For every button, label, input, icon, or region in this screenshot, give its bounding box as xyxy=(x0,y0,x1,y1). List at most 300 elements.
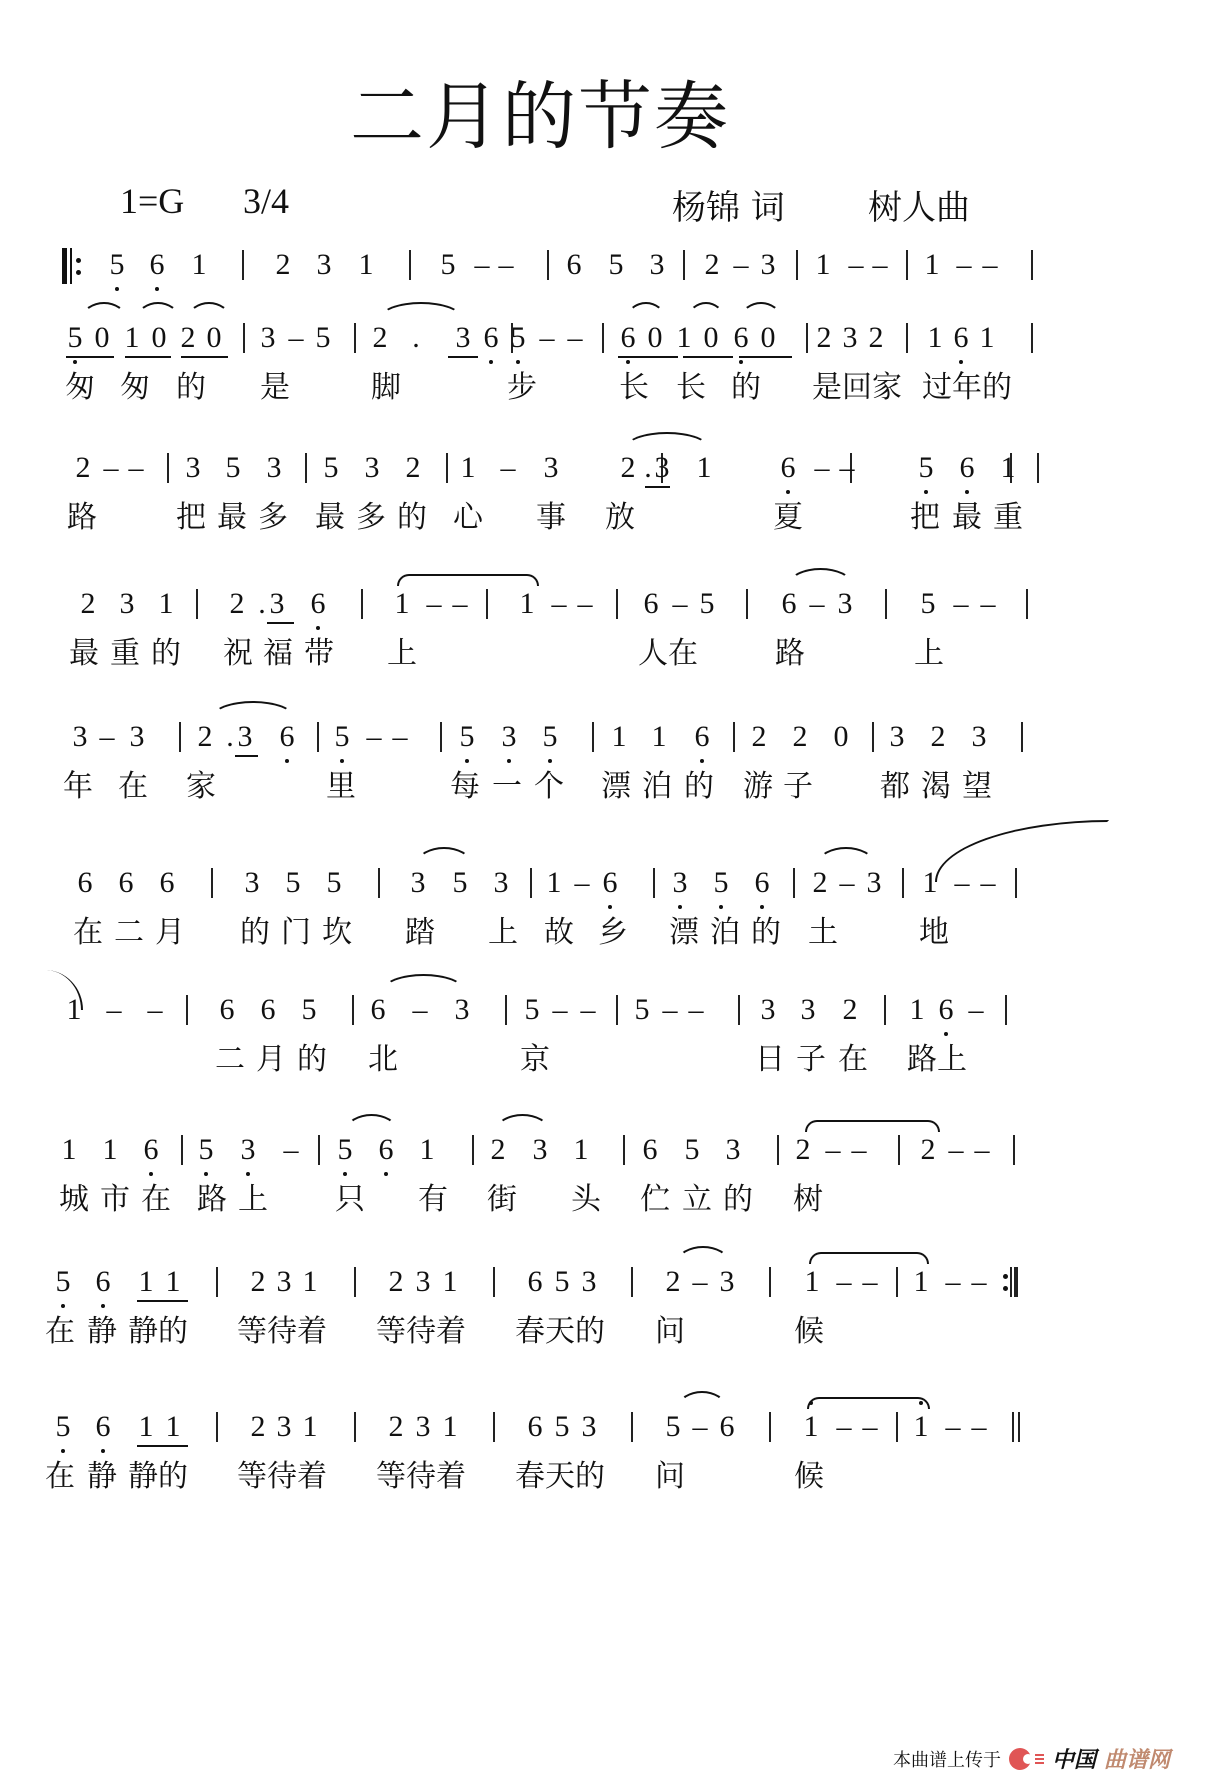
barline xyxy=(769,1412,771,1442)
dash-sustain: – xyxy=(971,1410,987,1443)
lower-octave-dot xyxy=(384,1172,388,1176)
lyric-text: 在 xyxy=(45,1314,75,1349)
note: 2 xyxy=(620,451,636,484)
note: 3 xyxy=(654,451,670,484)
note: 1 xyxy=(165,1265,181,1298)
barline xyxy=(884,995,886,1025)
dash-sustain: – xyxy=(974,1133,990,1166)
note: 3 xyxy=(760,993,776,1026)
lyric-text: 的 xyxy=(751,915,781,950)
lyric-text: 路 xyxy=(775,636,805,671)
note: 5 xyxy=(452,866,468,899)
dash-sustain: – xyxy=(809,587,825,620)
note: 1 xyxy=(358,248,374,281)
note: 3 xyxy=(269,587,285,620)
note: 3 xyxy=(837,587,853,620)
barline xyxy=(196,589,198,619)
dash-sustain: – xyxy=(982,248,998,281)
note: 5 xyxy=(285,866,301,899)
note: 6 xyxy=(527,1265,543,1298)
lyric-text: 的 xyxy=(176,370,206,405)
lower-octave-dot xyxy=(548,759,552,763)
barline xyxy=(733,722,735,752)
lyric-text: 立 xyxy=(682,1182,712,1217)
lyric-text: 静的 xyxy=(128,1459,188,1494)
lower-octave-dot xyxy=(959,360,963,364)
note: 3 xyxy=(364,451,380,484)
lower-octave-dot xyxy=(101,1449,105,1453)
slur-arc xyxy=(380,302,462,318)
barline xyxy=(446,453,448,483)
note: 5 xyxy=(510,321,526,354)
note: 5 xyxy=(918,451,934,484)
note: 6 xyxy=(602,866,618,899)
lower-octave-dot xyxy=(626,360,630,364)
lyric-text: 一 xyxy=(492,769,522,804)
lyric-text: 上 xyxy=(238,1182,268,1217)
note: 3 xyxy=(581,1410,597,1443)
dash-sustain: – xyxy=(945,1265,961,1298)
lyric-text: 春天的 xyxy=(515,1314,605,1349)
note: 6 xyxy=(938,993,954,1026)
barline xyxy=(616,995,618,1025)
lyric-text: 都 xyxy=(880,769,910,804)
lyric-text: 把 xyxy=(176,500,206,535)
barline xyxy=(317,722,319,752)
dash-sustain: – xyxy=(956,248,972,281)
note: 1 xyxy=(546,866,562,899)
note: 1 xyxy=(61,1133,77,1166)
note: 5 xyxy=(315,321,331,354)
barline xyxy=(179,722,181,752)
eighth-underline xyxy=(683,356,733,358)
note: 3 xyxy=(415,1410,431,1443)
note: 5 xyxy=(684,1133,700,1166)
note: 6 xyxy=(566,248,582,281)
note: 1 xyxy=(611,720,627,753)
dash-sustain: – xyxy=(862,1410,878,1443)
barline xyxy=(1031,323,1033,353)
eighth-underline xyxy=(739,356,792,358)
dash-sustain: – xyxy=(426,587,442,620)
composer-credit: 树人曲 xyxy=(868,188,970,228)
lower-octave-dot xyxy=(61,1449,65,1453)
eighth-underline xyxy=(137,1445,188,1447)
lyric-text: 的 xyxy=(297,1042,327,1077)
note: 2 xyxy=(704,248,720,281)
lyric-text: 带 xyxy=(304,636,334,671)
note: 1 xyxy=(158,587,174,620)
barline xyxy=(683,250,685,280)
lower-octave-dot xyxy=(719,905,723,909)
barline xyxy=(1021,722,1023,752)
lower-octave-dot xyxy=(786,490,790,494)
eighth-underline xyxy=(137,1300,188,1302)
note: 1 xyxy=(651,720,667,753)
dash-sustain: – xyxy=(147,993,163,1026)
note: 1 xyxy=(138,1410,154,1443)
note: 2 xyxy=(388,1410,404,1443)
note: 5 xyxy=(920,587,936,620)
dash-sustain: – xyxy=(567,321,583,354)
lyric-text: 祝 xyxy=(223,636,253,671)
dash-sustain: – xyxy=(366,720,382,753)
note: 6 xyxy=(959,451,975,484)
note: 3 xyxy=(800,993,816,1026)
dash-sustain: – xyxy=(814,451,830,484)
lyric-text: 月 xyxy=(256,1042,286,1077)
lyric-text: 漂 xyxy=(669,915,699,950)
barline xyxy=(1037,453,1039,483)
slur-arc xyxy=(627,302,665,318)
lyric-text: 泊 xyxy=(710,915,740,950)
note: 2 xyxy=(229,587,245,620)
note: 2 xyxy=(868,321,884,354)
long-slur-start xyxy=(935,820,1109,882)
lyric-text: 在 xyxy=(73,915,103,950)
barline xyxy=(631,1412,633,1442)
lyric-text: 春天的 xyxy=(515,1459,605,1494)
lyric-text: 多 xyxy=(356,500,386,535)
dash-sustain: – xyxy=(574,866,590,899)
note: 3 xyxy=(129,720,145,753)
lyric-text: 日 xyxy=(755,1042,785,1077)
lyric-text: 匆 xyxy=(120,370,150,405)
barline xyxy=(216,1412,218,1442)
barline xyxy=(181,1135,183,1165)
note: 2 xyxy=(812,866,828,899)
note: 1 xyxy=(922,866,938,899)
note: 6 xyxy=(95,1410,111,1443)
dash-sustain: – xyxy=(577,587,593,620)
lyric-text: 月 xyxy=(155,915,185,950)
lyric-text: 踏 xyxy=(405,915,435,950)
lyric-text: 京 xyxy=(520,1042,550,1077)
lyric-text: 最 xyxy=(217,500,247,535)
barline xyxy=(898,1135,900,1165)
lyric-text: 候 xyxy=(794,1459,824,1494)
note: 2 xyxy=(250,1410,266,1443)
lyric-text: 子 xyxy=(783,769,813,804)
note: 1 xyxy=(442,1265,458,1298)
barline xyxy=(906,250,908,280)
note: 5 xyxy=(55,1410,71,1443)
lyric-text: 长 xyxy=(619,370,649,405)
dot-rhythm: . xyxy=(258,587,266,620)
note: 0 xyxy=(206,321,222,354)
note: 6 xyxy=(370,993,386,1026)
barline xyxy=(738,995,740,1025)
barline xyxy=(885,589,887,619)
note: 6 xyxy=(260,993,276,1026)
note: 2 xyxy=(792,720,808,753)
slur-arc xyxy=(789,568,852,584)
dash-sustain: – xyxy=(945,1410,961,1443)
note: 1 xyxy=(803,1410,819,1443)
lyric-text: 故 xyxy=(544,915,574,950)
barline xyxy=(793,868,795,898)
note: 1 xyxy=(979,321,995,354)
note: 6 xyxy=(527,1410,543,1443)
dash-sustain: – xyxy=(733,248,749,281)
lower-octave-dot xyxy=(965,490,969,494)
dash-sustain: – xyxy=(474,248,490,281)
lower-octave-dot xyxy=(608,905,612,909)
lyric-text: 望 xyxy=(962,769,992,804)
note: 3 xyxy=(532,1133,548,1166)
lower-octave-dot xyxy=(285,759,289,763)
note: 2 xyxy=(816,321,832,354)
note: 5 xyxy=(323,451,339,484)
barline xyxy=(409,250,411,280)
long-slur-end xyxy=(45,970,83,1010)
lyric-text: 泊 xyxy=(642,769,672,804)
lyric-text: 匆 xyxy=(65,370,95,405)
note: 1 xyxy=(815,248,831,281)
slur-arc xyxy=(741,302,781,318)
slur-arc xyxy=(625,432,709,448)
footer-watermark xyxy=(893,1743,1170,1774)
dash-sustain: – xyxy=(848,248,864,281)
note: 5 xyxy=(440,248,456,281)
lyric-text: 问 xyxy=(655,1459,685,1494)
barline xyxy=(354,1267,356,1297)
note: 5 xyxy=(554,1265,570,1298)
barline xyxy=(796,250,798,280)
lower-octave-dot xyxy=(489,360,493,364)
lower-octave-dot xyxy=(340,759,344,763)
note: 1 xyxy=(913,1410,929,1443)
lyric-text: 最 xyxy=(69,636,99,671)
lyric-text: 最 xyxy=(315,500,345,535)
lyric-text: 事 xyxy=(536,500,566,535)
eighth-underline xyxy=(66,356,114,358)
lyric-text: 多 xyxy=(258,500,288,535)
note: 3 xyxy=(276,1265,292,1298)
eighth-underline xyxy=(448,356,478,358)
barline xyxy=(493,1267,495,1297)
note: 1 xyxy=(804,1265,820,1298)
dash-sustain: – xyxy=(103,451,119,484)
lyric-text: 二 xyxy=(215,1042,245,1077)
dash-sustain: – xyxy=(288,321,304,354)
note: 5 xyxy=(554,1410,570,1443)
barline xyxy=(530,868,532,898)
dash-sustain: – xyxy=(552,993,568,1026)
lyric-text: 个 xyxy=(534,769,564,804)
lyric-text: 是回家 xyxy=(812,370,902,405)
note: 1 xyxy=(927,321,943,354)
note: 2 xyxy=(920,1133,936,1166)
note: 1 xyxy=(191,248,207,281)
note: 5 xyxy=(713,866,729,899)
note: 1 xyxy=(460,451,476,484)
barline xyxy=(167,453,169,483)
dash-sustain: – xyxy=(839,866,855,899)
note: 1 xyxy=(302,1265,318,1298)
repeat-sign-part xyxy=(76,258,81,263)
lower-octave-dot xyxy=(343,1172,347,1176)
lyric-text: 重 xyxy=(110,636,140,671)
dash-sustain: – xyxy=(539,321,555,354)
barline xyxy=(806,323,808,353)
barline xyxy=(602,323,604,353)
lyric-text: 年 xyxy=(63,769,93,804)
lyric-text: 土 xyxy=(808,915,838,950)
lyric-text: 漂 xyxy=(601,769,631,804)
note: 3 xyxy=(237,720,253,753)
barline xyxy=(216,1267,218,1297)
lyric-text: 在 xyxy=(838,1042,868,1077)
note: 1 xyxy=(302,1410,318,1443)
logo-text-site: 曲谱网 xyxy=(1104,1748,1171,1773)
slur-arc xyxy=(212,701,294,717)
lyric-text: 有 xyxy=(418,1182,448,1217)
lyric-text: 上 xyxy=(914,636,944,671)
repeat-end-thin xyxy=(1010,1267,1012,1297)
lyric-text: 静的 xyxy=(128,1314,188,1349)
dash-sustain: – xyxy=(851,1133,867,1166)
lyric-text: 门 xyxy=(281,915,311,950)
page-title: 二月的节奏 xyxy=(350,74,730,160)
lower-octave-dot xyxy=(73,360,77,364)
note: 2 xyxy=(751,720,767,753)
lower-octave-dot xyxy=(465,759,469,763)
note: 3 xyxy=(72,720,88,753)
note: 2 xyxy=(388,1265,404,1298)
lyric-text: 问 xyxy=(655,1314,685,1349)
note: 2 xyxy=(197,720,213,753)
lyric-text: 的 xyxy=(240,915,270,950)
note: 3 xyxy=(410,866,426,899)
note: 0 xyxy=(833,720,849,753)
note: 1 xyxy=(696,451,712,484)
barline xyxy=(305,453,307,483)
dash-sustain: – xyxy=(836,1265,852,1298)
tie-arc xyxy=(397,574,539,586)
note: 2 xyxy=(490,1133,506,1166)
note: 3 xyxy=(415,1265,431,1298)
note: 2 xyxy=(930,720,946,753)
note: 5 xyxy=(198,1133,214,1166)
note: 1 xyxy=(165,1410,181,1443)
note: 6 xyxy=(780,451,796,484)
lyric-text: 城 xyxy=(59,1182,89,1217)
lower-octave-dot xyxy=(516,360,520,364)
lyric-text: 路 xyxy=(197,1182,227,1217)
dash-sustain: – xyxy=(500,451,516,484)
note: 2 xyxy=(275,248,291,281)
note: 0 xyxy=(703,321,719,354)
lyric-text: 坎 xyxy=(322,915,352,950)
dash-sustain: – xyxy=(412,993,428,1026)
note: 3 xyxy=(889,720,905,753)
dash-sustain: – xyxy=(980,866,996,899)
dash-sustain: – xyxy=(968,993,984,1026)
lyric-text: 里 xyxy=(326,769,356,804)
final-barline-b xyxy=(1018,1412,1020,1442)
slur-arc xyxy=(82,302,126,318)
lyric-text: 最 xyxy=(952,500,982,535)
lower-octave-dot xyxy=(507,759,511,763)
note: 5 xyxy=(699,587,715,620)
note: 5 xyxy=(665,1410,681,1443)
note: 3 xyxy=(493,866,509,899)
lyric-text: 乡 xyxy=(598,915,628,950)
note: 3 xyxy=(649,248,665,281)
lyric-text: 过年的 xyxy=(922,370,1012,405)
note: 3 xyxy=(842,321,858,354)
lyric-text: 心 xyxy=(453,500,483,535)
dash-sustain: – xyxy=(672,587,688,620)
note: 6 xyxy=(642,1133,658,1166)
slur-arc xyxy=(383,974,464,990)
barline xyxy=(631,1267,633,1297)
note: 2 xyxy=(180,321,196,354)
note: 6 xyxy=(219,993,235,1026)
note: 6 xyxy=(754,866,770,899)
lyric-text: 北 xyxy=(368,1042,398,1077)
lyric-text: 上 xyxy=(387,636,417,671)
lower-octave-dot xyxy=(61,1304,65,1308)
note: 6 xyxy=(159,866,175,899)
lower-octave-dot xyxy=(739,360,743,364)
dash-sustain: – xyxy=(551,587,567,620)
lyric-text: 步 xyxy=(507,370,537,405)
note: 5 xyxy=(634,993,650,1026)
barline xyxy=(440,722,442,752)
lyric-text: 伫 xyxy=(640,1182,670,1217)
note: 3 xyxy=(725,1133,741,1166)
dash-sustain: – xyxy=(954,866,970,899)
repeat-sign-part xyxy=(70,248,72,284)
note: 6 xyxy=(781,587,797,620)
slur-arc xyxy=(417,847,471,863)
slur-arc xyxy=(188,302,230,318)
note: 5 xyxy=(326,866,342,899)
note: 1 xyxy=(102,1133,118,1166)
dot-rhythm: . xyxy=(644,451,652,484)
dash-sustain: – xyxy=(825,1133,841,1166)
note: 6 xyxy=(118,866,134,899)
barline xyxy=(493,1412,495,1442)
note: 5 xyxy=(55,1265,71,1298)
note: 6 xyxy=(733,321,749,354)
note: 3 xyxy=(760,248,776,281)
barline xyxy=(1013,1135,1015,1165)
barline xyxy=(653,868,655,898)
dash-sustain: – xyxy=(283,1133,299,1166)
eighth-underline xyxy=(235,755,258,757)
note: 6 xyxy=(378,1133,394,1166)
barline xyxy=(505,995,507,1025)
note: 3 xyxy=(971,720,987,753)
lower-octave-dot xyxy=(700,759,704,763)
eighth-underline xyxy=(267,622,294,624)
note: 2 xyxy=(665,1265,681,1298)
lyric-text: 在 xyxy=(141,1182,171,1217)
barline xyxy=(186,995,188,1025)
note: 3 xyxy=(276,1410,292,1443)
note: 1 xyxy=(519,587,535,620)
barline xyxy=(746,589,748,619)
lyric-text: 静 xyxy=(87,1314,117,1349)
barline xyxy=(1005,995,1007,1025)
barline xyxy=(777,1135,779,1165)
lower-octave-dot xyxy=(155,287,159,291)
repeat-sign-part xyxy=(76,270,81,275)
note: 0 xyxy=(151,321,167,354)
